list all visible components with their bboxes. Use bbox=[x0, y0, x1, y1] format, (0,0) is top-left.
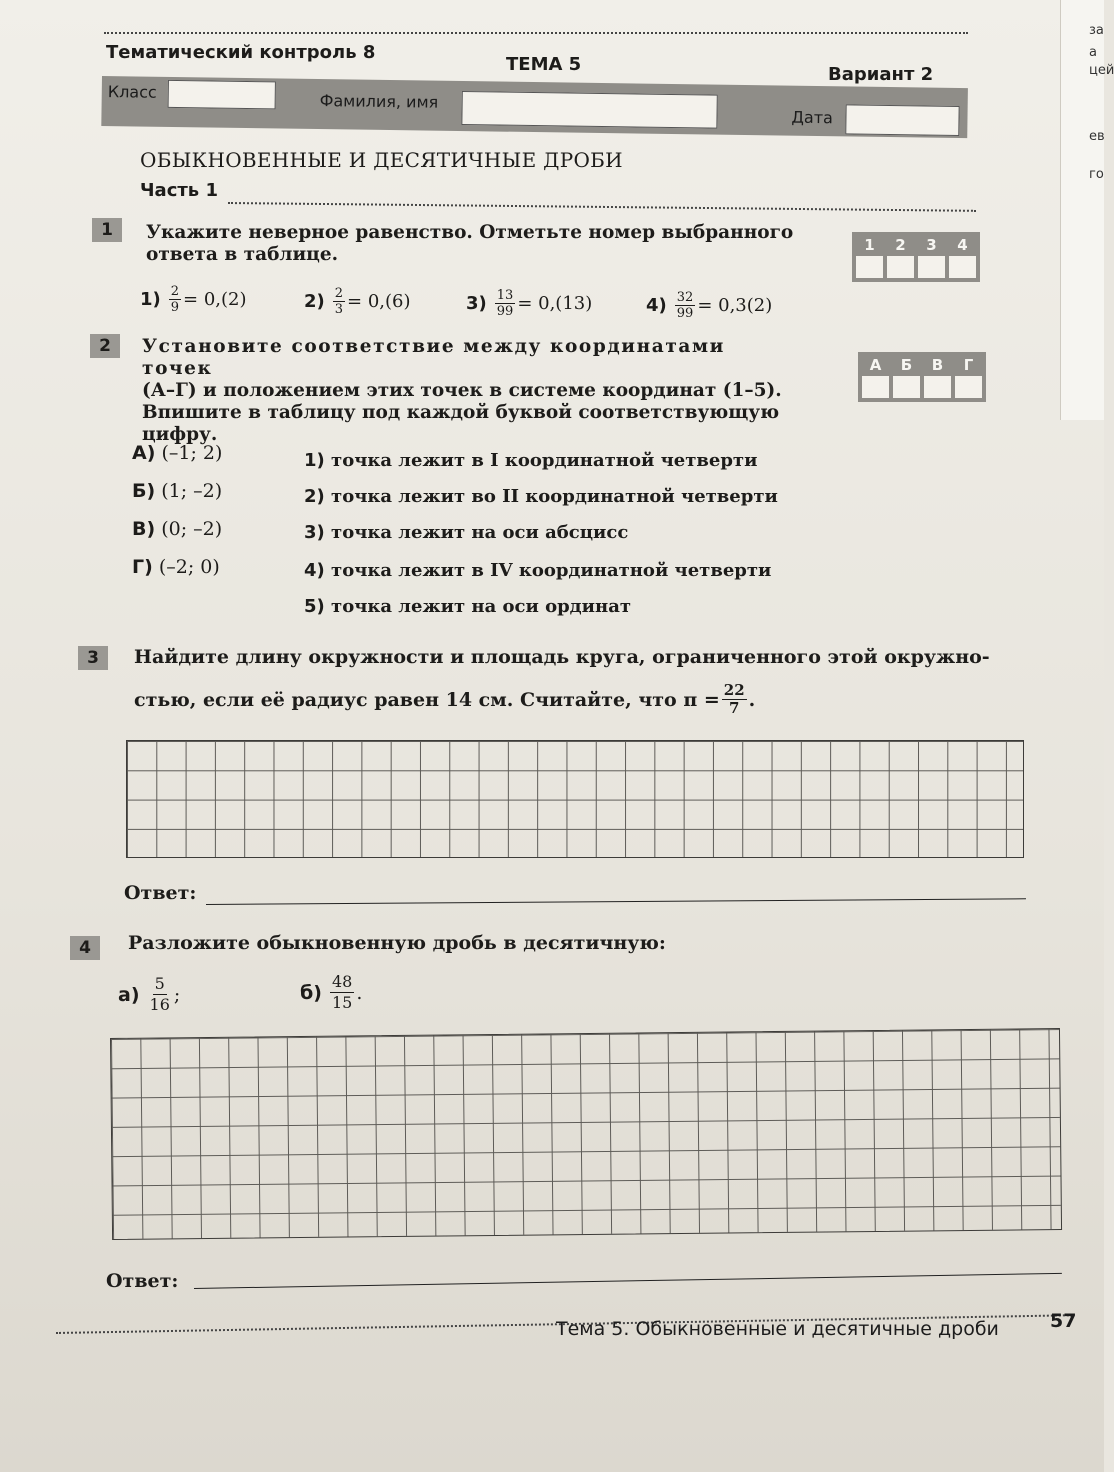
edge-text: го bbox=[1089, 167, 1104, 182]
part-letter: а) bbox=[118, 983, 140, 1006]
worksheet-title: ОБЫКНОВЕННЫЕ И ДЕСЯТИЧНЫЕ ДРОБИ bbox=[140, 148, 623, 172]
q1-option[interactable] bbox=[140, 284, 247, 315]
part-dotted-rule bbox=[228, 202, 976, 212]
option-rhs: = 0,(2) bbox=[183, 289, 247, 310]
answer-rule[interactable] bbox=[194, 1273, 1062, 1289]
denominator: 3 bbox=[334, 302, 344, 317]
option-number: 1) bbox=[140, 289, 161, 310]
q4-part-b bbox=[300, 972, 362, 1013]
pi-fraction bbox=[722, 682, 747, 717]
theme-title: ТЕМА 5 bbox=[506, 54, 582, 75]
point-letter: Г) bbox=[132, 556, 153, 578]
denominator: 7 bbox=[728, 699, 740, 717]
q2-answer-table bbox=[858, 352, 986, 402]
answer-cell[interactable] bbox=[862, 376, 889, 398]
page-number: 57 bbox=[1050, 1310, 1077, 1332]
answer-head: 1 bbox=[864, 236, 875, 254]
control-title: Тематический контроль 8 bbox=[106, 42, 376, 63]
answer-label: Ответ: bbox=[124, 882, 197, 904]
numerator: 2 bbox=[170, 284, 180, 299]
position-number: 5) bbox=[304, 596, 325, 617]
page-header bbox=[106, 42, 966, 85]
denominator: 15 bbox=[331, 993, 353, 1012]
position-text: точка лежит в IV координатной четверти bbox=[331, 560, 772, 581]
q4-text: Разложите обыкновенную дробь в десятичную: bbox=[128, 932, 666, 954]
class-label: Класс bbox=[107, 82, 157, 102]
fraction bbox=[148, 974, 172, 1015]
point-value: (1; –2) bbox=[161, 480, 223, 502]
fraction bbox=[330, 972, 354, 1013]
q3-text-line: Найдите длину окружности и площадь круга, ограниченного этой окружно- bbox=[134, 646, 990, 668]
denominator: 9 bbox=[170, 300, 180, 315]
point-letter: Б) bbox=[132, 480, 156, 502]
q2-text-line: (А–Г) и положением этих точек в системе координат (1–5). bbox=[142, 380, 782, 401]
variant-title: Вариант 2 bbox=[828, 64, 934, 85]
answer-cell[interactable] bbox=[893, 376, 920, 398]
position-text: точка лежит на оси абсцисс bbox=[331, 522, 629, 543]
q3-text bbox=[134, 646, 990, 717]
adjacent-page-edge bbox=[1060, 0, 1114, 420]
q2-text-line: Установите соответствие между координатами точек bbox=[142, 336, 725, 379]
position-number: 3) bbox=[304, 522, 325, 543]
option-number: 4) bbox=[646, 295, 667, 316]
numerator: 2 bbox=[334, 286, 344, 301]
numerator: 13 bbox=[496, 288, 514, 303]
denominator: 99 bbox=[676, 306, 694, 321]
name-field[interactable] bbox=[461, 91, 717, 129]
point-value: (–2; 0) bbox=[158, 556, 220, 578]
part-label: Часть 1 bbox=[140, 180, 218, 201]
answer-head: 2 bbox=[895, 236, 906, 254]
top-dotted-rule bbox=[104, 32, 968, 34]
position-number: 4) bbox=[304, 560, 325, 581]
answer-head: Г bbox=[963, 356, 974, 374]
position-number: 1) bbox=[304, 450, 325, 471]
q1-text-line: Укажите неверное равенство. Отметьте номер выбранного bbox=[146, 222, 794, 243]
q2-text-line: цифру. bbox=[142, 424, 218, 445]
position-option bbox=[304, 450, 757, 471]
q1-option[interactable] bbox=[646, 290, 772, 321]
option-number: 2) bbox=[304, 291, 325, 312]
answer-cell[interactable] bbox=[924, 376, 951, 398]
option-number: 3) bbox=[466, 293, 487, 314]
q3-answer bbox=[124, 882, 196, 904]
position-number: 2) bbox=[304, 486, 325, 507]
q2-text bbox=[142, 336, 782, 446]
q1-answer-table bbox=[852, 232, 980, 282]
page-footer bbox=[556, 1310, 1077, 1340]
student-info-bar bbox=[101, 76, 968, 138]
punct: . bbox=[356, 981, 363, 1004]
denominator: 16 bbox=[149, 995, 170, 1014]
answer-label: Ответ: bbox=[106, 1270, 179, 1292]
date-field[interactable] bbox=[845, 104, 959, 136]
edge-text: ев bbox=[1089, 129, 1105, 144]
part-letter: б) bbox=[300, 981, 322, 1004]
point-coord bbox=[132, 480, 222, 502]
edge-text: а bbox=[1089, 45, 1097, 60]
option-rhs: = 0,(6) bbox=[347, 291, 411, 312]
edge-text: цей bbox=[1089, 63, 1114, 78]
punct: ; bbox=[173, 983, 181, 1006]
answer-head: Б bbox=[900, 356, 913, 374]
position-text: точка лежит на оси ординат bbox=[331, 596, 632, 617]
option-rhs: = 0,(13) bbox=[517, 293, 593, 314]
fraction bbox=[333, 286, 345, 317]
q1-option[interactable] bbox=[466, 288, 592, 319]
question-number: 4 bbox=[70, 936, 100, 960]
q3-work-grid[interactable] bbox=[126, 740, 1024, 858]
q4-answer bbox=[106, 1270, 178, 1292]
answer-head: А bbox=[869, 356, 882, 374]
fraction bbox=[495, 288, 516, 319]
answer-cell[interactable] bbox=[887, 256, 914, 278]
fraction bbox=[169, 284, 181, 315]
question-number: 2 bbox=[90, 334, 120, 358]
point-coord bbox=[132, 556, 220, 578]
footer-title: Тема 5. Обыкновенные и десятичные дроби bbox=[556, 1318, 999, 1340]
numerator: 22 bbox=[723, 681, 745, 699]
answer-head: 3 bbox=[926, 236, 937, 254]
q1-text bbox=[146, 222, 793, 266]
q1-option[interactable] bbox=[304, 286, 411, 317]
point-coord bbox=[132, 442, 222, 464]
fraction bbox=[675, 290, 696, 321]
numerator: 32 bbox=[676, 290, 694, 305]
position-option bbox=[304, 596, 631, 617]
option-rhs: = 0,3(2) bbox=[697, 295, 773, 316]
q3-text-line: стью, если её радиус равен 14 см. Считайте, что π = bbox=[134, 688, 720, 711]
point-value: (–1; 2) bbox=[161, 442, 223, 464]
question-number: 3 bbox=[78, 646, 108, 670]
q4-part-a bbox=[118, 974, 180, 1015]
point-letter: А) bbox=[132, 442, 156, 464]
answer-cell[interactable] bbox=[955, 376, 982, 398]
answer-cell[interactable] bbox=[918, 256, 945, 278]
name-label: Фамилия, имя bbox=[319, 91, 439, 112]
point-letter: В) bbox=[132, 518, 156, 540]
position-text: точка лежит во II координатной четверти bbox=[331, 486, 778, 507]
denominator: 99 bbox=[496, 304, 514, 319]
position-option bbox=[304, 560, 771, 581]
position-text: точка лежит в I координатной четверти bbox=[331, 450, 758, 471]
position-option bbox=[304, 522, 628, 543]
answer-head: В bbox=[931, 356, 944, 374]
numerator: 5 bbox=[154, 974, 165, 993]
q4-work-grid[interactable] bbox=[110, 1028, 1062, 1240]
answer-head: 4 bbox=[957, 236, 968, 254]
class-field[interactable] bbox=[168, 80, 276, 110]
point-coord bbox=[132, 518, 222, 540]
q2-text-line: Впишите в таблицу под каждой буквой соответствующую bbox=[142, 402, 780, 423]
position-option bbox=[304, 486, 778, 507]
date-label: Дата bbox=[791, 107, 834, 128]
question-number: 1 bbox=[92, 218, 122, 242]
q3-text-line2 bbox=[134, 682, 990, 717]
point-value: (0; –2) bbox=[161, 518, 223, 540]
numerator: 48 bbox=[331, 972, 353, 991]
answer-rule[interactable] bbox=[206, 898, 1026, 905]
answer-cell[interactable] bbox=[856, 256, 883, 278]
q1-text-line: ответа в таблице. bbox=[146, 244, 339, 265]
answer-cell[interactable] bbox=[949, 256, 976, 278]
edge-text: за bbox=[1089, 23, 1104, 38]
q3-period: . bbox=[748, 688, 756, 711]
